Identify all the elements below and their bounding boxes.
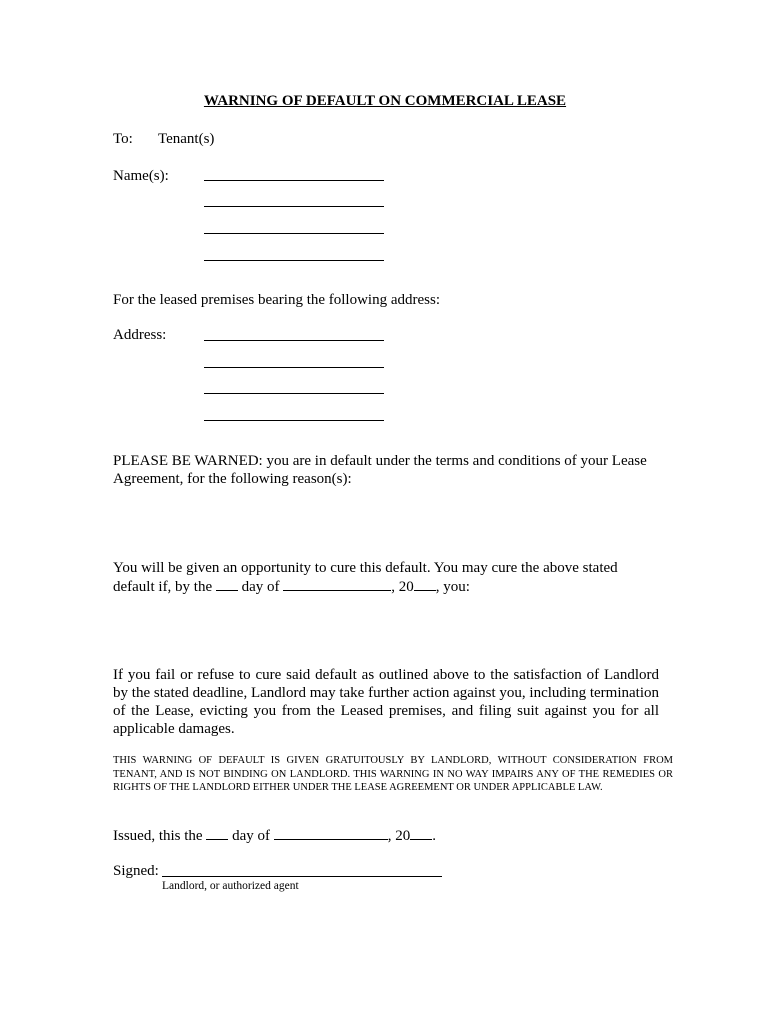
address-line-1[interactable] [204,340,384,341]
signed-label: Signed: [113,863,159,879]
premises-text: For the leased premises bearing the following address: [113,292,440,308]
legal-disclaimer: THIS WARNING OF DEFAULT IS GIVEN GRATUITOUSLY BY LANDLORD, WITHOUT CONSIDERATION FROM TENANT, AND IS NOT BINDING ON LANDLORD. THIS WARNING IN NO WAY IMPAIRS ANY OF THE REMEDIES OR RIGHTS OF THE LANDLORD EITHER UNDER THE LEASE AGREEMENT OR UNDER APPLICABLE LAW. [113,755,673,793]
document-title: WARNING OF DEFAULT ON COMMERCIAL LEASE [203,93,567,109]
cure-text-a: default if, by the [113,579,213,595]
address-line-2[interactable] [204,367,384,368]
address-line-3[interactable] [204,393,384,394]
issued-line [113,826,436,845]
issued-year-blank[interactable] [410,826,432,840]
signature-line[interactable] [162,876,442,877]
name-line-3[interactable] [204,233,384,234]
signer-caption: Landlord, or authorized agent [162,880,299,892]
issued-text-a: Issued, this the [113,828,203,844]
address-line-4[interactable] [204,420,384,421]
cure-text-b: day of [241,579,280,595]
name-line-4[interactable] [204,260,384,261]
cure-day-blank[interactable] [216,577,238,591]
cure-text-d: , you: [435,579,470,595]
issued-day-blank[interactable] [206,826,228,840]
names-label: Name(s): [113,168,169,184]
issued-text-d: . [432,828,436,844]
cure-line-1: You will be given an opportunity to cure this default. You may cure the above stated [113,560,618,576]
name-line-1[interactable] [204,180,384,181]
to-value: Tenant(s) [158,131,215,147]
name-line-2[interactable] [204,206,384,207]
cure-year-blank[interactable] [414,577,436,591]
issued-text-b: day of [232,828,270,844]
cure-line-2 [113,577,470,596]
issued-text-c: , 20 [387,828,411,844]
cure-month-blank[interactable] [283,577,391,591]
address-label: Address: [113,327,167,343]
issued-month-blank[interactable] [274,826,388,840]
warning-paragraph: PLEASE BE WARNED: you are in default under the terms and conditions of your Lease Agreement, for the following reason(s): [113,453,647,487]
cure-text-c: , 20 [391,579,414,595]
fail-paragraph: If you fail or refuse to cure said default as outlined above to the satisfaction of Landlord by the stated deadline, Landlord may take further action against you, including termination of the Lease, evicting you from the Leased premises, and filing suit against you for all applicable damages. [113,667,659,737]
to-label: To: [113,131,133,147]
